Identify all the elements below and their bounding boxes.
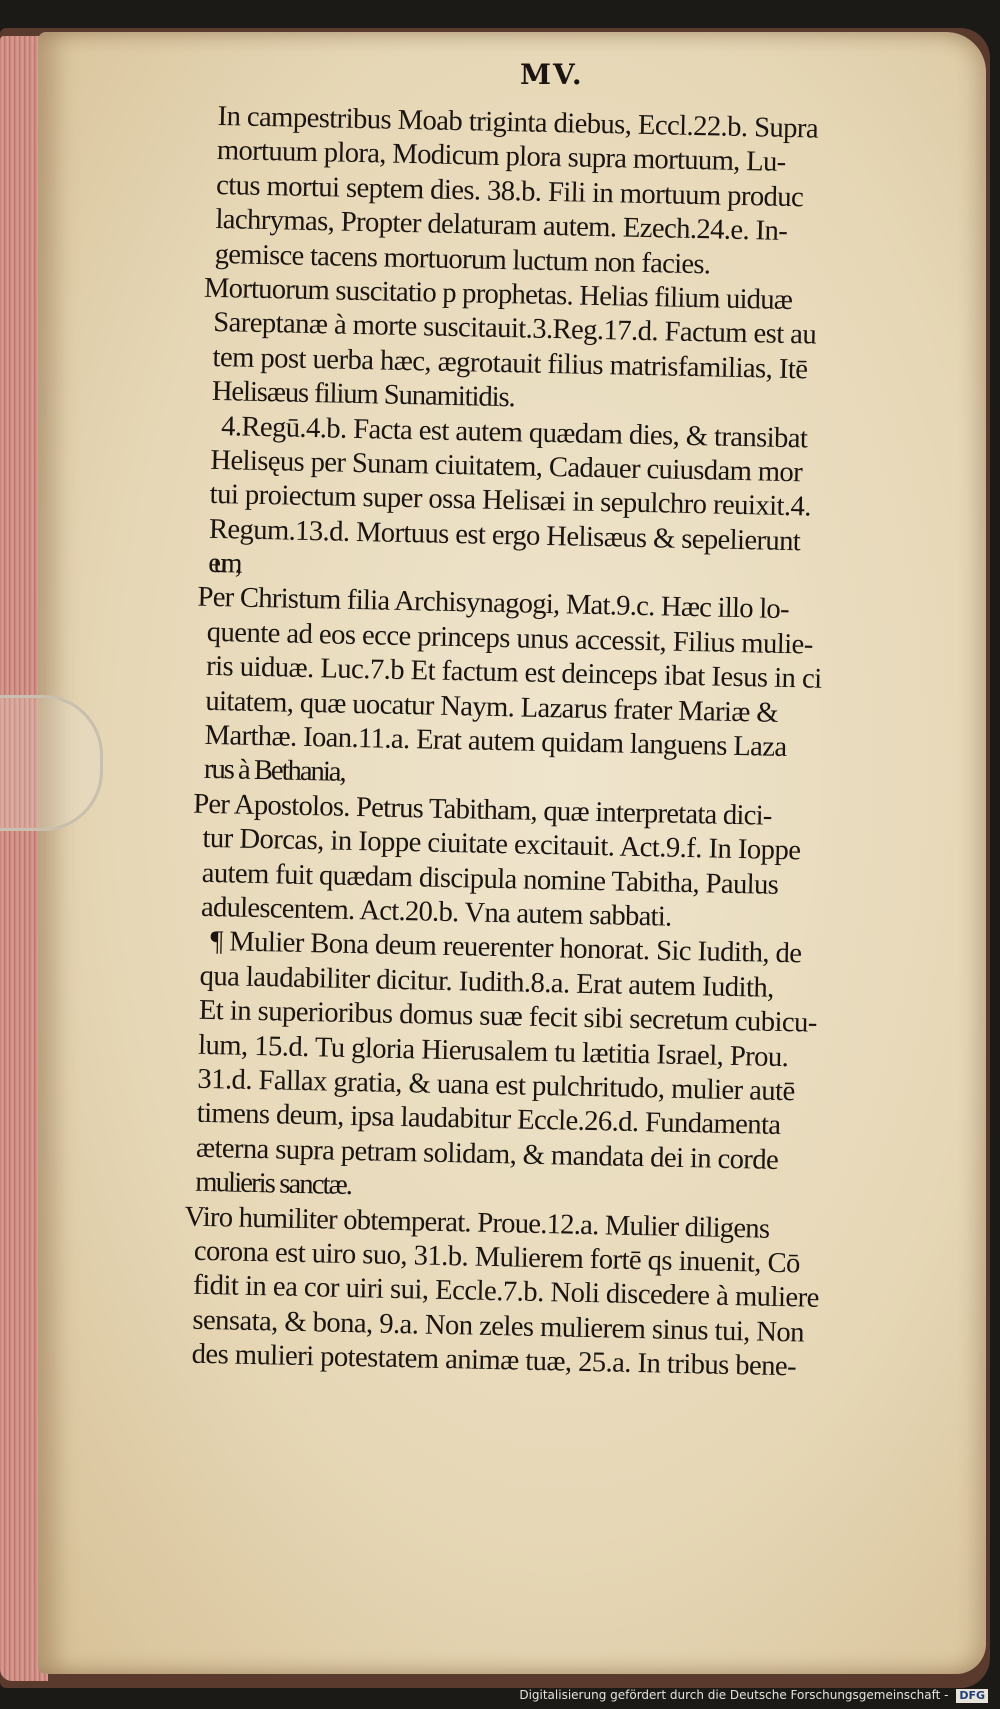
text-line: ctus mortui septem dies. 38.b. Fili in mortuum produc (215, 169, 804, 214)
text-line: lachrymas, Propter delaturam autem. Ezech.24.e. In- (215, 204, 788, 248)
text-line: timens deum, ipsa laudabitur Eccle.26.d. Fundamenta (196, 1098, 781, 1142)
text-line: Helisæus filium Sunamitidis. (211, 376, 515, 414)
footer-text: Digitalisierung gefördert durch die Deutsche Forschungsgemeinschaft - (519, 1688, 949, 1702)
text-line: quente ad eos ecce princeps unus accessit, Filius mulie- (206, 616, 814, 661)
text-line: 31.d. Fallax gratia, & uana est pulchritudo, mulier autē (197, 1063, 795, 1108)
text-line: Et in superioribus domus suæ fecit sibi secretum cubicu- (198, 994, 818, 1039)
page-clip (0, 695, 103, 831)
text-line: Sareptanæ à morte suscitauit.3.Reg.17.d. Factum est au (213, 307, 817, 351)
text-line: ris uiduæ. Luc.7.b Et factum est deinceps ibat Iesus in ci (205, 651, 822, 696)
text-line: æterna supra petram solidam, & mandata dei in corde (195, 1132, 779, 1176)
text-line: adulescentem. Act.20.b. Vna autem sabbati. (200, 891, 672, 933)
text-line: des mulieri potestatem animæ tuæ, 25.a. In tribus bene- (191, 1338, 797, 1383)
text-line: autem fuit quædam discipula nomine Tabitha, Paulus (201, 857, 779, 901)
text-line: fidit in ea cor uiri sui, Eccle.7.b. Noli discedere à muliere (192, 1270, 820, 1315)
text-line: rus à Bethania, (203, 754, 345, 789)
digitization-footer (519, 1688, 988, 1703)
text-line: 4.Regū.4.b. Facta est autem quædam dies, & transibat (220, 410, 808, 454)
text-line: Marthæ. Ioan.11.a. Erat autem quidam languens Laza (204, 719, 787, 764)
text-line: gemisce tacens mortuorum luctum non facies. (214, 238, 711, 280)
text-line: lum, 15.d. Tu gloria Hierusalem tu lætitia Israel, Prou. (197, 1029, 789, 1073)
text-line: Helisęus per Sunam ciuitatem, Cadauer cuiusdam mor (210, 444, 803, 489)
text-line: qua laudabiliter dicitur. Iudith.8.a. Erat autem Iudith, (199, 960, 775, 1004)
page-header: MV. (520, 58, 584, 91)
dfg-logo: DFG (956, 1689, 988, 1703)
text-line: mortuum plora, Modicum plora supra mortuum, Lu- (216, 135, 786, 179)
page-text (184, 100, 947, 1387)
text-line: mulieris sanctæ. (195, 1166, 352, 1202)
text-line: uitatem, quæ uocatur Naym. Lazarus frater Mariæ & (205, 685, 779, 729)
text-line: In campestribus Moab triginta diebus, Eccl.22.b. Supra (217, 100, 819, 145)
text-line: tem post uerba hæc, ægrotauit filius matrisfamilias, Itē (212, 341, 808, 386)
text-line: corona est uiro suo, 31.b. Mulierem fortē qs inuenit, Cō (193, 1235, 801, 1280)
text-line: Per Christum filia Archisynagogi, Mat.9.c. Hæc illo lo- (197, 582, 790, 626)
text-line: eum, (207, 547, 236, 580)
text-line: Viro humiliter obtemperat. Proue.12.a. Mulier diligens (184, 1201, 770, 1245)
text-line: tur Dorcas, in Ioppe ciuitate excitauit. Act.9.f. In Ioppe (202, 823, 801, 867)
text-line: tui proiectum super ossa Helisæi in sepulchro reuixit.4. (209, 479, 812, 523)
text-line: Mortuorum suscitatio p prophetas. Helias filium uiduæ (203, 272, 793, 317)
text-line: sensata, & bona, 9.a. Non zeles mulierem sinus tui, Non (192, 1304, 805, 1349)
text-line: Regum.13.d. Mortuus est ergo Helisæus & sepelierunt (208, 513, 801, 557)
text-line: Per Apostolos. Petrus Tabitham, quæ interpretata dici- (192, 788, 772, 832)
text-line: ¶ Mulier Bona deum reuerenter honorat. Sic Iudith, de (210, 926, 802, 970)
